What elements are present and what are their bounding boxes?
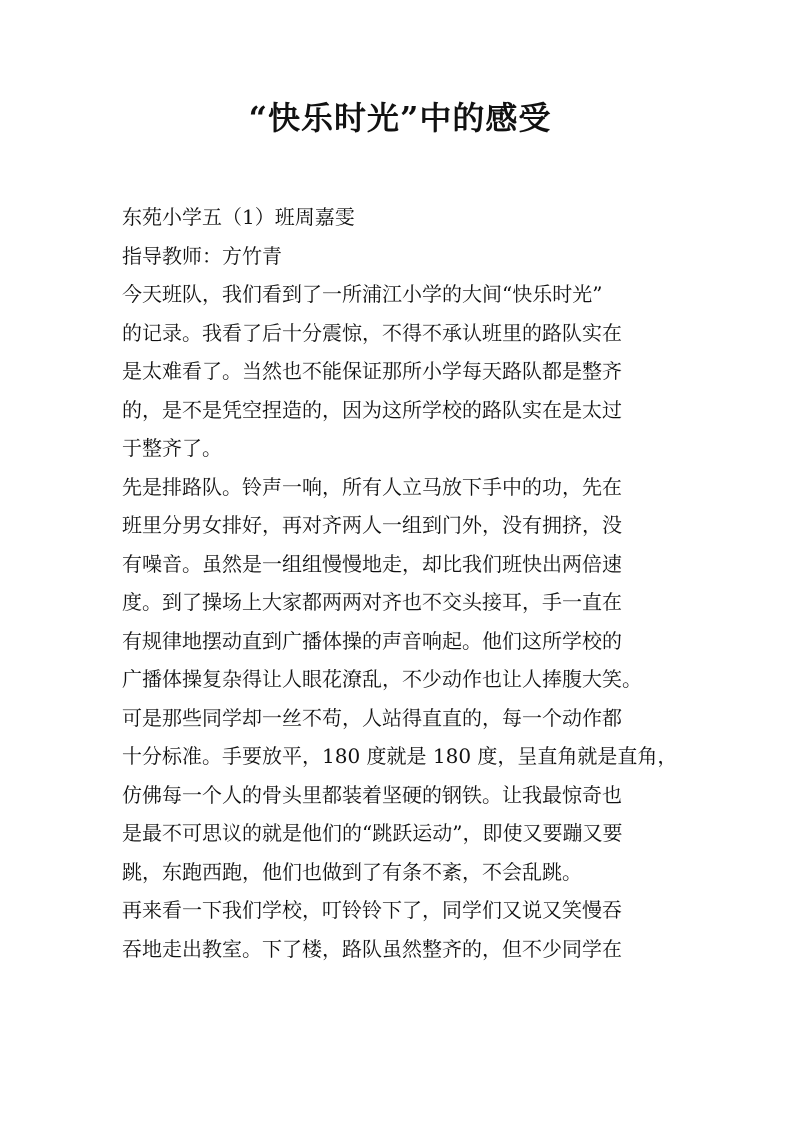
text-line: 今天班队，我们看到了一所浦江小学的大间“快乐时光” bbox=[122, 282, 603, 306]
text-line: 是最不可思议的就是他们的“跳跃运动”，即使又要蹦又要 bbox=[122, 821, 623, 845]
teacher-line: 指导教师：方竹青 bbox=[122, 243, 282, 268]
text-line: 先是排路队。铃声一响，所有人立马放下手中的功，先在 bbox=[122, 474, 622, 499]
text-line: 于整齐了。 bbox=[122, 436, 222, 460]
text-line: 班里分男女排好，再对齐两人一组到门外，没有拥挤，没 bbox=[122, 513, 622, 537]
text-line: 的记录。我看了后十分震惊，不得不承认班里的路队实在 bbox=[122, 320, 622, 345]
text-line: 有规律地摆动直到广播体操的声音响起。他们这所学校的 bbox=[122, 628, 622, 653]
text-line: 有噪音。虽然是一组组慢慢地走，却比我们班快出两倍速 bbox=[122, 551, 622, 576]
text-line: 是太难看了。当然也不能保证那所小学每天路队都是整齐 bbox=[122, 359, 622, 383]
text-line: 十分标准。手要放平，180 度就是 180 度，呈直角就是直角， bbox=[122, 744, 678, 768]
text-line: 广播体操复杂得让人眼花潦乱，不少动作也让人捧腹大笑。 bbox=[122, 667, 642, 691]
text-line: 再来看一下我们学校，叮铃铃下了，同学们又说又笑慢吞 bbox=[122, 898, 622, 922]
text-line: 度。到了操场上大家都两两对齐也不交头接耳，手一直在 bbox=[122, 590, 622, 614]
document-body bbox=[122, 198, 722, 968]
document-title: “快乐时光”中的感受 bbox=[248, 99, 552, 137]
text-line: 跳，东跑西跑，他们也做到了有条不紊，不会乱跳。 bbox=[122, 859, 582, 884]
text-line: 可是那些同学却一丝不苟，人站得直直的，每一个动作都 bbox=[122, 705, 622, 730]
text-line: 吞地走出教室。下了楼，路队虽然整齐的，但不少同学在 bbox=[122, 936, 622, 961]
text-line: 的，是不是凭空捏造的，因为这所学校的路队实在是太过 bbox=[122, 397, 622, 422]
text-line: 仿佛每一个人的骨头里都装着坚硬的钢铁。让我最惊奇也 bbox=[122, 782, 622, 807]
author-line: 东苑小学五（1）班周嘉雯 bbox=[122, 205, 355, 229]
